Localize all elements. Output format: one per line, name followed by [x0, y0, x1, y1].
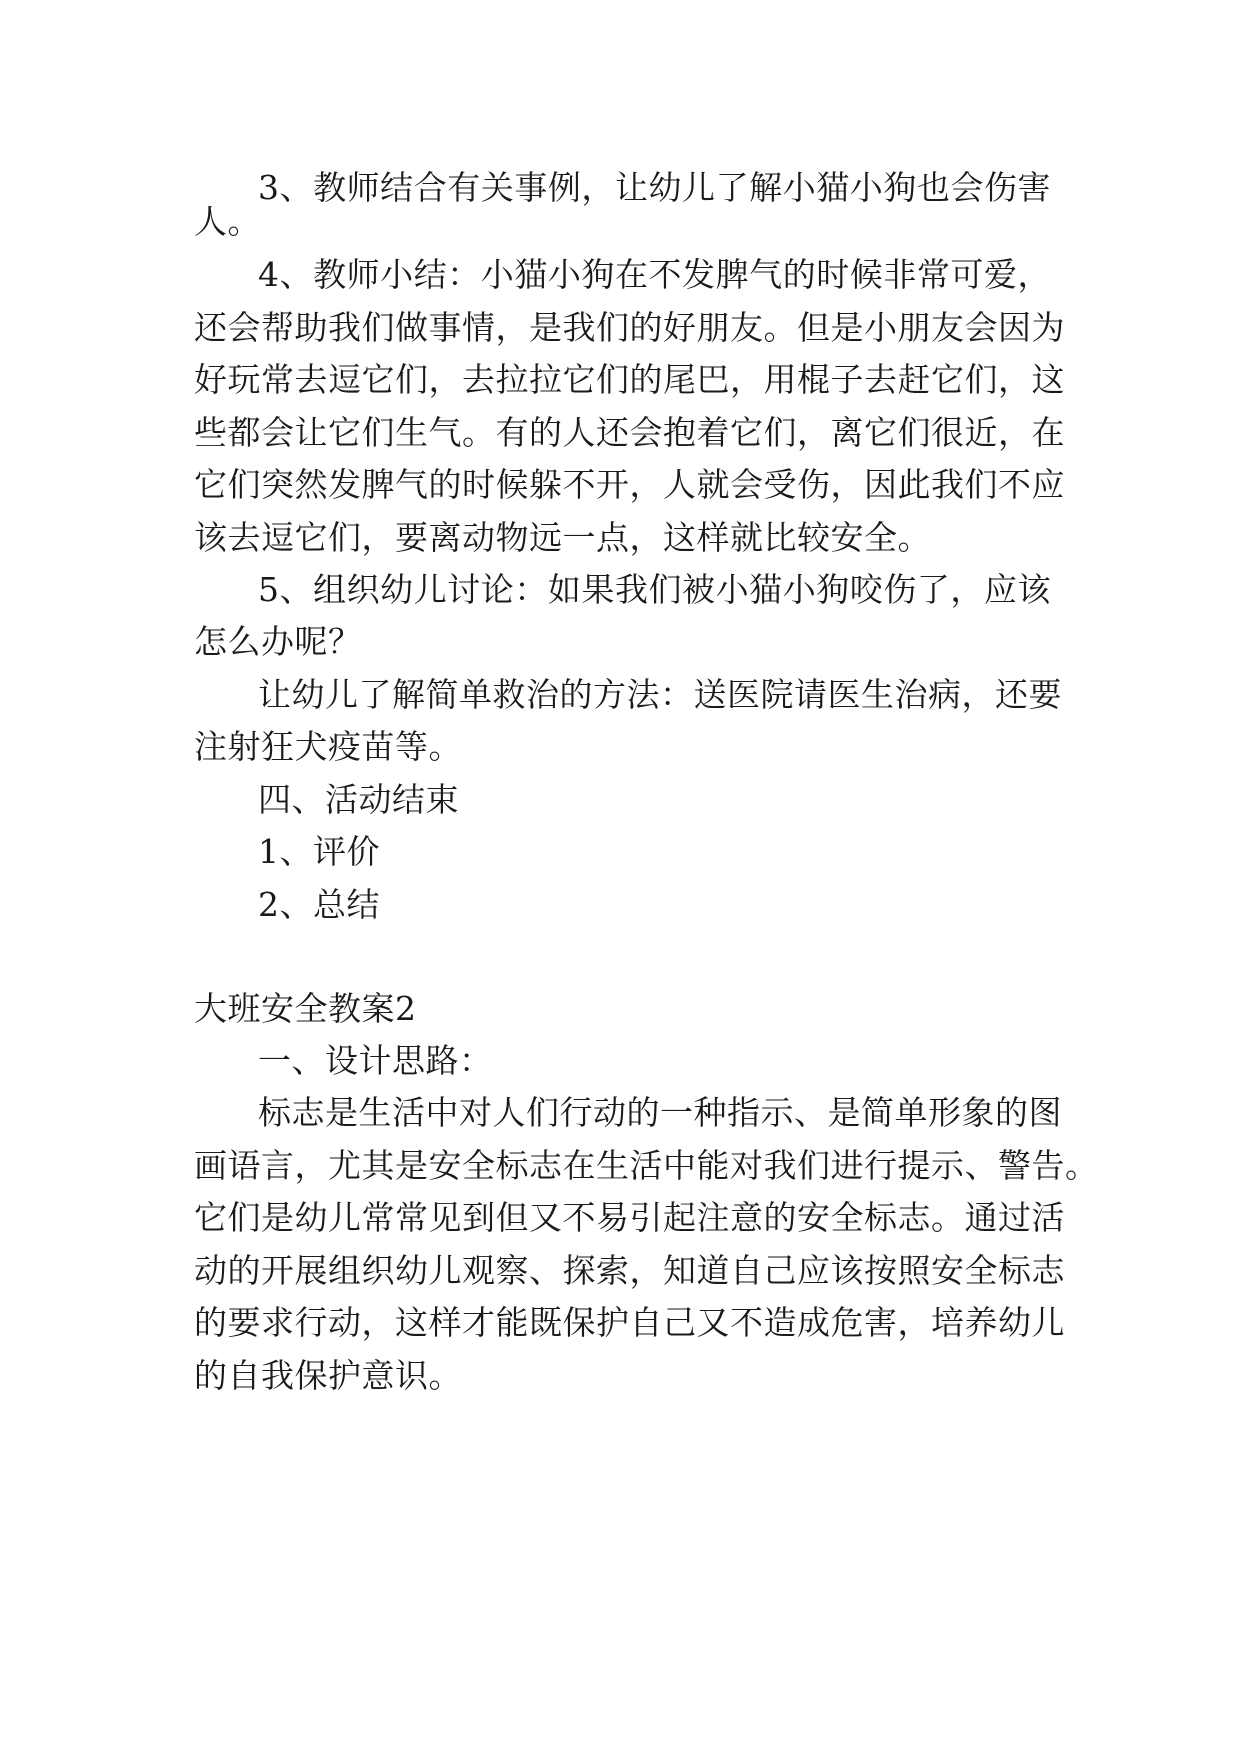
paragraph-line: 标志是生活中对人们行动的一种指示、是简单形象的图 [258, 1093, 1062, 1132]
paragraph-line: 动的开展组织幼儿观察、探索，知道自己应该按照安全标志 [194, 1251, 1065, 1290]
paragraph-line: 它们是幼儿常常见到但又不易引起注意的安全标志。通过活 [194, 1198, 1065, 1237]
paragraph-line: 该去逗它们，要离动物远一点，这样就比较安全。 [194, 518, 931, 557]
paragraph-line: 的自我保护意识。 [194, 1356, 462, 1395]
paragraph-line: 的要求行动，这样才能既保护自己又不造成危害，培养幼儿 [194, 1303, 1065, 1342]
paragraph-line: 人。 [194, 202, 261, 241]
paragraph-line: 5、组织幼儿讨论：如果我们被小猫小狗咬伤了，应该 [258, 570, 1051, 609]
paragraph-line: 让幼儿了解简单救治的方法：送医院请医生治病，还要 [258, 675, 1062, 714]
paragraph-line: 注射狂犬疫苗等。 [194, 727, 462, 766]
list-item: 1、评价 [258, 832, 380, 871]
paragraph-line: 怎么办呢？ [194, 622, 362, 661]
paragraph-line: 还会帮助我们做事情，是我们的好朋友。但是小朋友会因为 [194, 308, 1065, 347]
paragraph-line: 好玩常去逗它们，去拉拉它们的尾巴，用棍子去赶它们，这 [194, 360, 1065, 399]
section-heading: 一、设计思路： [258, 1041, 493, 1080]
paragraph-line: 它们突然发脾气的时候躲不开，人就会受伤，因此我们不应 [194, 465, 1065, 504]
list-item: 2、总结 [258, 885, 380, 924]
paragraph-line: 3、教师结合有关事例，让幼儿了解小猫小狗也会伤害 [258, 168, 1051, 207]
section-heading: 四、活动结束 [258, 780, 459, 819]
paragraph-line: 4、教师小结：小猫小狗在不发脾气的时候非常可爱， [258, 255, 1051, 294]
paragraph-line: 些都会让它们生气。有的人还会抱着它们，离它们很近，在 [194, 413, 1065, 452]
paragraph-line: 画语言，尤其是安全标志在生活中能对我们进行提示、警告。 [194, 1146, 1099, 1185]
document-title: 大班安全教案2 [194, 989, 417, 1028]
